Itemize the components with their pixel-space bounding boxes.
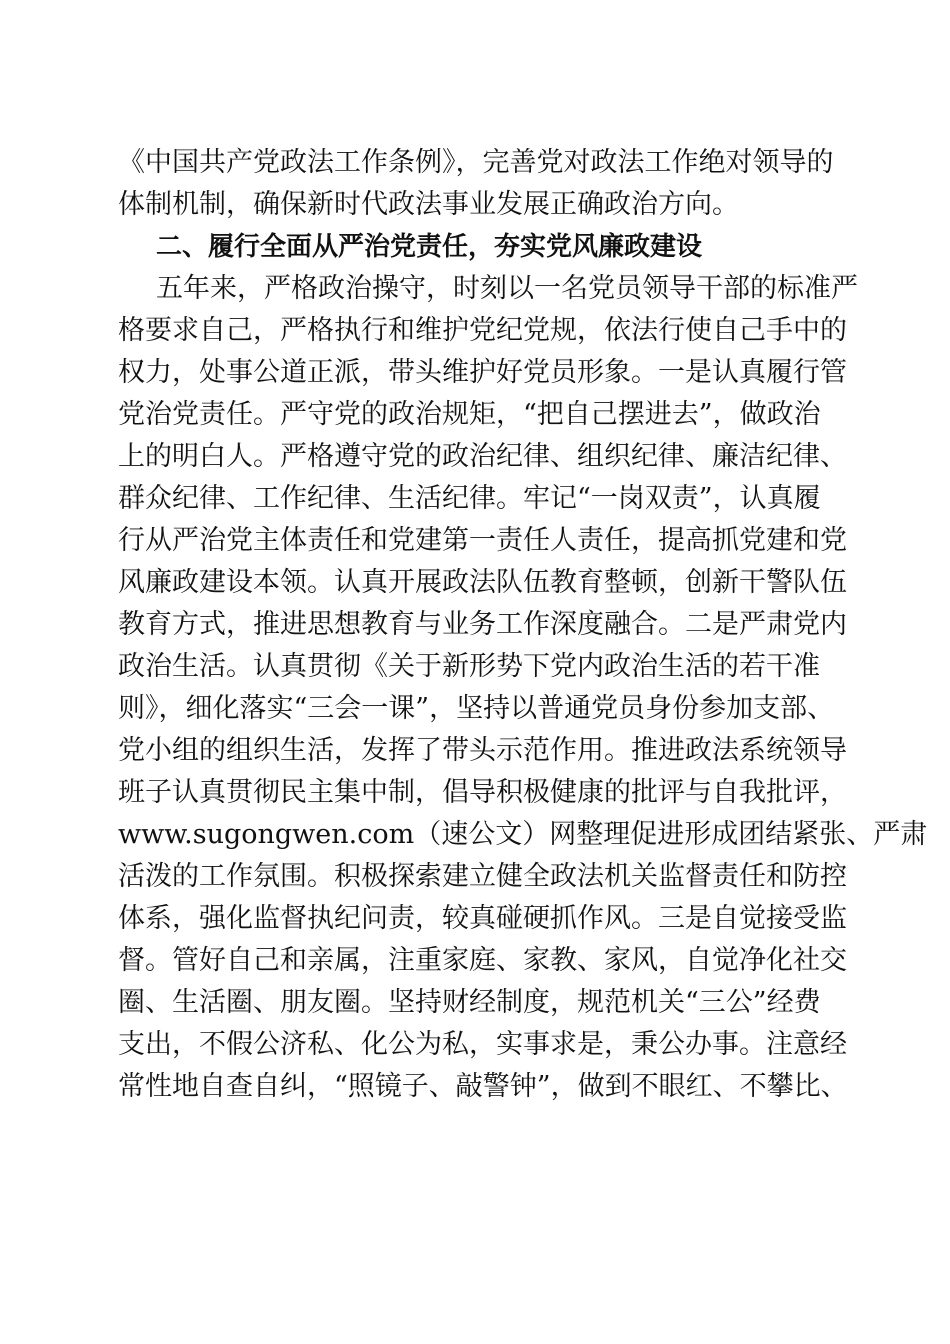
paragraph-line: 政治生活。认真贯彻《关于新形势下党内政治生活的若干准 bbox=[118, 651, 820, 682]
paragraph-line: 体系，强化监督执纪问责，较真碰硬抓作风。三是自觉接受监 bbox=[118, 903, 847, 934]
paragraph-line: 则》，细化落实“三会一课”，坚持以普通党员身份参加支部、 bbox=[118, 693, 835, 724]
paragraph-line: 体制机制，确保新时代政法事业发展正确政治方向。 bbox=[118, 189, 739, 220]
paragraph-line: 《中国共产党政法工作条例》，完善党对政法工作绝对领导的 bbox=[118, 147, 834, 178]
paragraph-line: 教育方式，推进思想教育与业务工作深度融合。二是严肃党内 bbox=[118, 609, 847, 640]
paragraph-line: 上的明白人。严格遵守党的政治纪律、组织纪律、廉洁纪律、 bbox=[118, 441, 847, 472]
paragraph-line: 班子认真贯彻民主集中制，倡导积极健康的批评与自我批评， bbox=[118, 777, 847, 808]
paragraph-line: 风廉政建设本领。认真开展政法队伍教育整顿，创新干警队伍 bbox=[118, 567, 847, 598]
document-body bbox=[118, 142, 928, 1108]
paragraph-line: 常性地自查自纠，“照镜子、敲警钟”，做到不眼红、不攀比、 bbox=[118, 1071, 848, 1102]
section-heading: 二、履行全面从严治党责任，夯实党风廉政建设 bbox=[156, 232, 703, 262]
paragraph-line: 圈、生活圈、朋友圈。坚持财经制度，规范机关“三公”经费 bbox=[118, 987, 821, 1018]
paragraph-line: 督。管好自己和亲属，注重家庭、家教、家风，自觉净化社交 bbox=[118, 945, 847, 976]
paragraph-line: 格要求自己，严格执行和维护党纪党规，依法行使自己手中的 bbox=[118, 315, 847, 346]
paragraph-line: 活泼的工作氛围。积极探索建立健全政法机关监督责任和防控 bbox=[118, 861, 847, 892]
paragraph-line: 群众纪律、工作纪律、生活纪律。牢记“一岗双责”，认真履 bbox=[118, 483, 821, 514]
paragraph-line: 党小组的组织生活，发挥了带头示范作用。推进政法系统领导 bbox=[118, 735, 847, 766]
paragraph-line: 权力，处事公道正派，带头维护好党员形象。一是认真履行管 bbox=[118, 357, 847, 388]
paragraph-line: 支出，不假公济私、化公为私，实事求是，秉公办事。注意经 bbox=[118, 1029, 847, 1060]
paragraph-line: www.sugongwen.com（速公文）网整理促进形成团结紧张、严肃 bbox=[118, 819, 928, 850]
paragraph-line: 党治党责任。严守党的政治规矩，“把自己摆进去”，做政治 bbox=[118, 399, 821, 430]
paragraph-line: 行从严治党主体责任和党建第一责任人责任，提高抓党建和党 bbox=[118, 525, 847, 556]
paragraph-line: 五年来，严格政治操守，时刻以一名党员领导干部的标准严 bbox=[156, 273, 858, 304]
